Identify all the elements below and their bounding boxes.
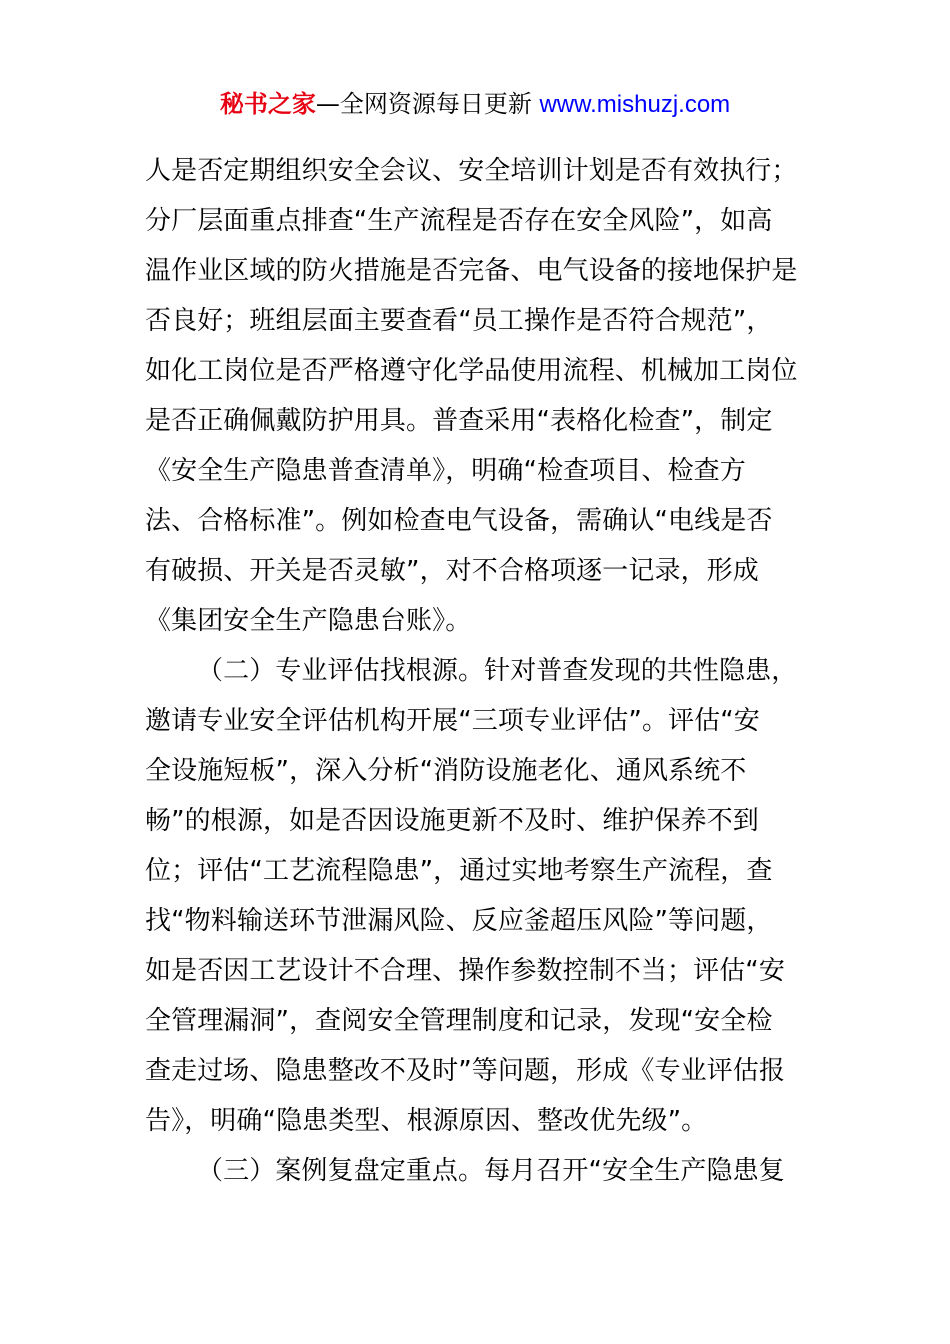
text-line: 全管理漏洞”，查阅安全管理制度和记录，发现“安全检	[145, 1006, 773, 1036]
site-tagline: —全网资源每日更新	[315, 90, 540, 118]
text-line: 如是否因工艺设计不合理、操作参数控制不当；评估“安	[145, 956, 785, 986]
paragraph-heading-line: （二）专业评估找根源。针对普查发现的共性隐患，	[197, 656, 798, 686]
text-line: 温作业区域的防火措施是否完备、电气设备的接地保护是	[145, 256, 798, 286]
text-line: 告》，明确“隐患类型、根源原因、整改优先级”。	[145, 1106, 708, 1136]
text-line: 《安全生产隐患普查清单》，明确“检查项目、检查方	[145, 456, 746, 486]
site-brand: 秘书之家	[219, 90, 316, 118]
paragraph-heading-line: （三）案例复盘定重点。每月召开“安全生产隐患复	[197, 1156, 785, 1186]
site-url-link[interactable]: www.mishuzj.com	[539, 91, 731, 118]
text-line: 是否正确佩戴防护用具。普查采用“表格化检查”，制定	[145, 406, 773, 436]
text-line: 畅”的根源，如是否因设施更新不及时、维护保养不到	[145, 806, 759, 836]
text-line: 法、合格标准”。例如检查电气设备，需确认“电线是否	[145, 506, 773, 536]
text-line: 人是否定期组织安全会议、安全培训计划是否有效执行；	[145, 156, 798, 186]
text-line: 找“物料输送环节泄漏风险、反应釜超压风险”等问题，	[145, 906, 773, 936]
text-line: 有破损、开关是否灵敏”，对不合格项逐一记录，形成	[145, 556, 759, 586]
text-line: 查走过场、隐患整改不及时”等问题，形成《专业评估报	[145, 1056, 785, 1086]
text-line: 《集团安全生产隐患台账》。	[145, 606, 472, 636]
text-line: 位；评估“工艺流程隐患”，通过实地考察生产流程，查	[145, 856, 773, 886]
site-header	[0, 86, 950, 123]
text-line: 邀请专业安全评估机构开展“三项专业评估”。评估“安	[145, 706, 760, 736]
text-line: 分厂层面重点排查“生产流程是否存在安全风险”，如高	[145, 206, 773, 236]
text-line: 如化工岗位是否严格遵守化学品使用流程、机械加工岗位	[145, 356, 798, 386]
text-line: 否良好；班组层面主要查看“员工操作是否符合规范”，	[145, 306, 773, 336]
text-line: 全设施短板”，深入分析“消防设施老化、通风系统不	[145, 756, 747, 786]
document-body	[145, 146, 805, 1196]
